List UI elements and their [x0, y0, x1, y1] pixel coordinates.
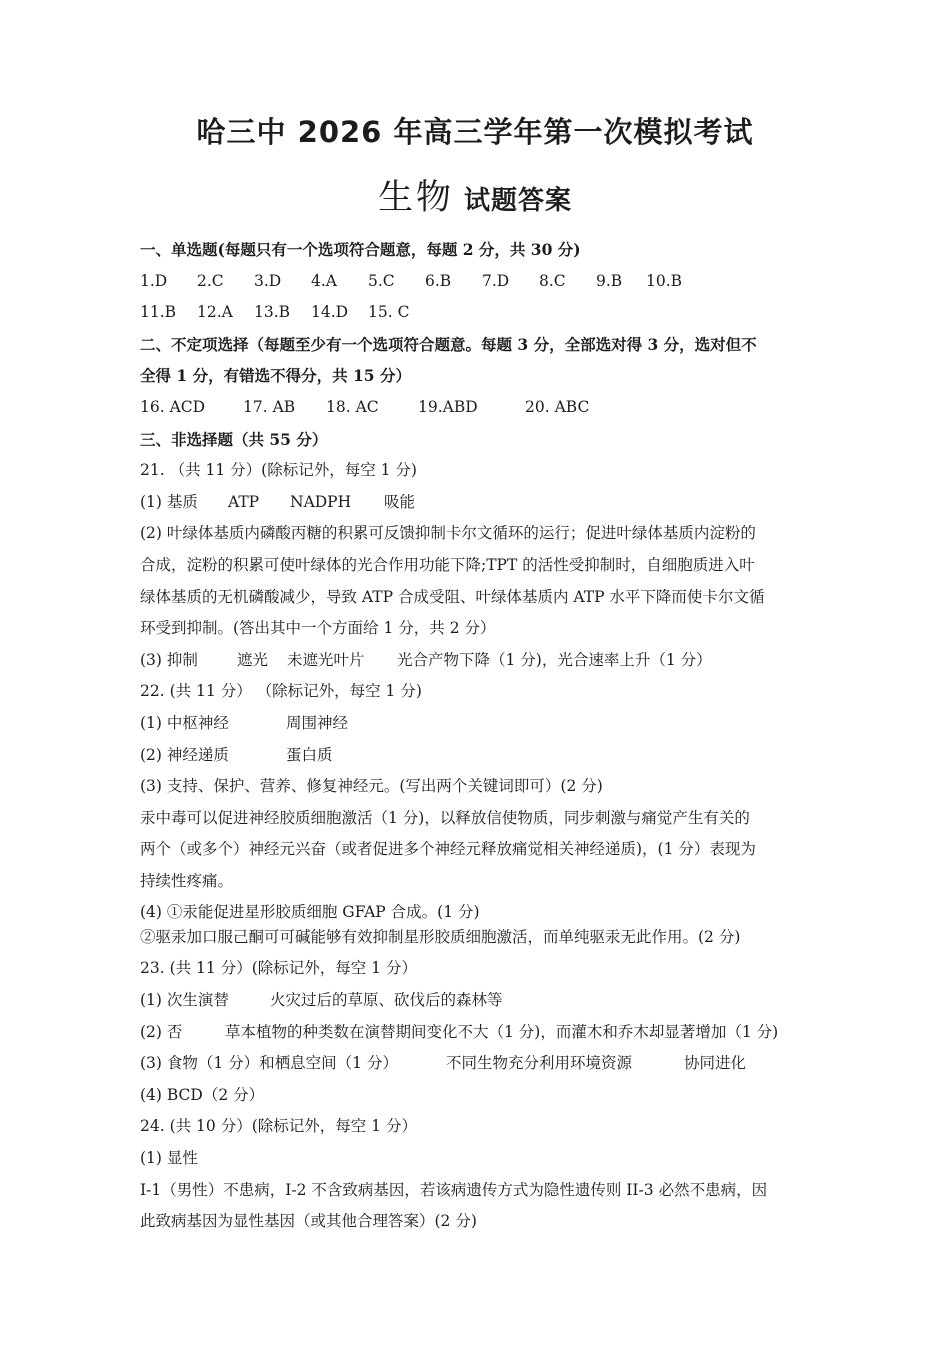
q23-3-answer-c: 协同进化 [684, 1054, 747, 1073]
q22-part-3: (3) 支持、保护、营养、修复神经元。(写出两个关键词即可）(2 分) [140, 777, 603, 796]
q23-header: 23. (共 11 分）(除标记外，每空 1 分） [140, 959, 417, 978]
mc-answers-row-1 [140, 266, 830, 298]
q22-part-1 [140, 708, 830, 740]
q21-3-answer-d: 光合产物下降（1 分)，光合速率上升（1 分） [397, 650, 712, 669]
q23-part-2 [140, 1017, 830, 1049]
answer-18: 18. AC [326, 397, 379, 416]
q23-3-answer-a: (3) 食物（1 分）和栖息空间（1 分） [140, 1054, 398, 1073]
answer-17: 17. AB [243, 397, 296, 416]
q24-header: 24. (共 10 分）(除标记外，每空 1 分） [140, 1117, 417, 1136]
section1-heading: 一、单选题(每题只有一个选项符合题意，每题 2 分，共 30 分) [140, 240, 581, 259]
answer-7: 7.D [482, 271, 510, 290]
q22-header: 22. (共 11 分） （除标记外，每空 1 分) [140, 682, 422, 701]
q21-3-answer-b: 遮光 [237, 650, 269, 669]
answer-13: 13.B [254, 303, 291, 322]
answer-16: 16. ACD [140, 397, 206, 416]
q22-2-answer-b: 蛋白质 [286, 745, 333, 764]
q21-1-answer-b: ATP [228, 492, 260, 511]
q21-header: 21. （共 11 分）(除标记外，每空 1 分) [140, 461, 417, 480]
q22-part-3-line-1: 汞中毒可以促进神经胶质细胞激活（1 分)，以释放信使物质，同步刺激与痛觉产生有关的 [140, 808, 750, 827]
q24-part-1-line-2: 此致病基因为显性基因（或其他合理答案）(2 分) [140, 1212, 477, 1231]
answer-9: 9.B [596, 271, 623, 290]
q22-part-3-line-3: 持续性疼痛。 [140, 871, 234, 890]
q23-1-answer-b: 火灾过后的草原、砍伐后的森林等 [270, 991, 503, 1010]
answer-3: 3.D [254, 271, 282, 290]
q23-2-answer-b: 草本植物的种类数在演替期间变化不大（1 分)，而灌木和乔木却显著增加（1 分) [225, 1022, 779, 1041]
q23-1-answer-a: (1) 次生演替 [140, 991, 229, 1010]
q23-part-1 [140, 985, 830, 1017]
answer-content [140, 234, 830, 1238]
q21-3-answer-a: (3) 抑制 [140, 650, 198, 669]
q22-1-answer-a: (1) 中枢神经 [140, 713, 229, 732]
q23-part-3 [140, 1048, 830, 1080]
answer-20: 20. ABC [525, 397, 590, 416]
answer-15: 15. C [368, 303, 410, 322]
q23-2-answer-a: (2) 否 [140, 1022, 183, 1041]
answer-1: 1.D [140, 271, 168, 290]
answer-10: 10.B [646, 271, 683, 290]
subject-title [0, 170, 950, 220]
q24-part-1: (1) 显性 [140, 1149, 198, 1168]
q22-part-4a: (4) ①汞能促进星形胶质细胞 GFAP 合成。(1 分) [140, 903, 480, 922]
answer-19: 19.ABD [418, 397, 478, 416]
answer-8: 8.C [539, 271, 566, 290]
section2-heading-line-1: 二、不定项选择（每题至少有一个选项符合题意。每题 3 分，全部选对得 3 分，选对但不 [140, 334, 757, 354]
q21-part-2-line-3: 绿体基质的无机磷酸减少，导致 ATP 合成受阻、叶绿体基质内 ATP 水平下降而使卡尔文循 [140, 587, 765, 606]
answer-11: 11.B [140, 303, 177, 322]
q21-part-2-line-4: 环受到抑制。(答出其中一个方面给 1 分，共 2 分） [140, 619, 496, 638]
subject-name: 生物 [377, 178, 454, 218]
answer-12: 12.A [197, 303, 233, 322]
q21-part-2-line-2: 合成，淀粉的积累可使叶绿体的光合作用功能下降;TPT 的活性受抑制时，自细胞质进入叶 [140, 555, 755, 574]
q22-part-3-line-2: 两个（或多个）神经元兴奋（或者促进多个神经元释放痛觉相关神经递质)，(1 分）表现为 [140, 840, 756, 859]
q21-part-3 [140, 645, 830, 677]
q21-1-answer-d: 吸能 [384, 492, 416, 511]
q23-3-answer-b: 不同生物充分利用环境资源 [446, 1054, 633, 1073]
q22-1-answer-b: 周围神经 [286, 713, 349, 732]
answer-4: 4.A [311, 271, 337, 290]
q22-part-2 [140, 740, 830, 772]
exam-title: 哈三中 2026 年高三学年第一次模拟考试 [196, 115, 754, 149]
answer-2: 2.C [197, 271, 224, 290]
answer-14: 14.D [311, 303, 349, 322]
q21-part-2-line-1: (2) 叶绿体基质内磷酸丙糖的积累可反馈抑制卡尔文循环的运行；促进叶绿体基质内淀粉的 [140, 524, 756, 543]
q22-2-answer-a: (2) 神经递质 [140, 745, 229, 764]
mc-answers-row-2 [140, 297, 830, 329]
q21-1-answer-a: (1) 基质 [140, 492, 198, 511]
answer-5: 5.C [368, 271, 395, 290]
q21-part-1 [140, 487, 830, 519]
multi-answers-row [140, 392, 830, 424]
q21-3-answer-c: 未遮光叶片 [287, 650, 365, 669]
section2-heading-line-2: 全得 1 分，有错选不得分，共 15 分） [140, 366, 411, 386]
section3-heading: 三、非选择题（共 55 分） [140, 429, 328, 449]
answer-6: 6.B [425, 271, 452, 290]
q23-part-4: (4) BCD（2 分） [140, 1085, 265, 1104]
q24-part-1-line-1: I-1（男性）不患病，I-2 不含致病基因，若该病遗传方式为隐性遗传则 II-3 必然不患病，因 [140, 1180, 768, 1199]
answer-key-label: 试题答案 [464, 186, 573, 216]
q22-part-4b: ②驱汞加口服己酮可可碱能够有效抑制星形胶质细胞激活，而单纯驱汞无此作用。(2 分) [140, 928, 741, 947]
q21-1-answer-c: NADPH [290, 492, 352, 511]
